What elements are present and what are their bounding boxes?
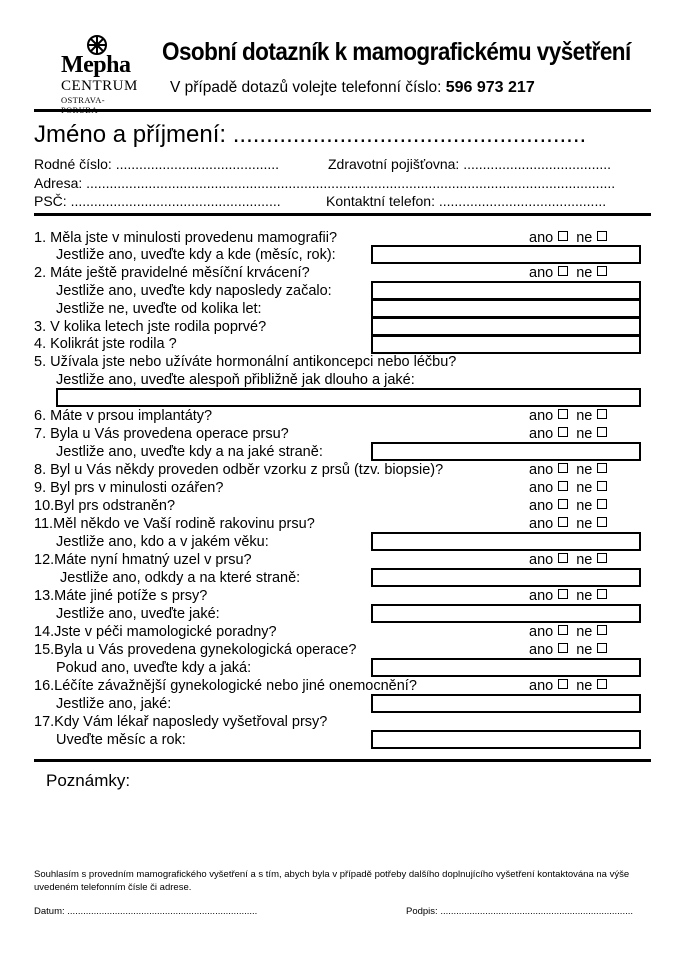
yes-label: ano [529,480,554,496]
no-checkbox[interactable] [597,643,607,653]
question-14: 14.Jste v péči mamologické poradny? [34,624,277,640]
no-label: ne [576,408,593,424]
yes-no-11 [529,516,615,532]
no-checkbox[interactable] [597,427,607,437]
yes-checkbox[interactable] [558,409,568,419]
yes-checkbox[interactable] [558,517,568,527]
answer-box-q4[interactable] [371,335,641,354]
answer-box-q7[interactable] [371,442,641,461]
no-label: ne [576,678,593,694]
yes-no-9 [529,480,615,496]
phone-label: V případě dotazů volejte telefonní číslo: [170,79,446,96]
logo-centrum: CENTRUM [61,78,138,94]
question-12: 12.Máte nyní hmatný uzel v prsu? [34,552,252,568]
yes-label: ano [529,516,554,532]
logo-city: OSTRAVA- [61,95,105,105]
question-11: 11.Měl někdo ve Vaší rodině rakovinu prsu? [34,516,315,532]
answer-box-q16[interactable] [371,694,641,713]
question-17-detail: Uveďte měsíc a rok: [56,732,186,748]
no-checkbox[interactable] [597,517,607,527]
question-17: 17.Kdy Vám lékař naposledy vyšetřoval prsy? [34,714,328,730]
answer-box-q1[interactable] [371,245,641,264]
answer-box-q12[interactable] [371,568,641,587]
no-checkbox[interactable] [597,266,607,276]
yes-label: ano [529,624,554,640]
date-field[interactable]: Datum: ........................................................................ [34,906,258,917]
no-checkbox[interactable] [597,589,607,599]
no-label: ne [576,230,593,246]
no-label: ne [576,624,593,640]
answer-box-q5[interactable] [56,388,641,407]
no-label: ne [576,426,593,442]
question-4: 4. Kolikrát jste rodila ? [34,336,177,352]
yes-no-13 [529,588,615,604]
yes-no-2 [529,265,615,281]
postal-code-field[interactable]: PSČ: ...................................................... [34,193,281,209]
yes-no-15 [529,642,615,658]
question-2-detail-no: Jestliže ne, uveďte od kolika let: [56,301,262,317]
question-1: 1. Měla jste v minulosti provedenu mamografii? [34,230,338,246]
yes-checkbox[interactable] [558,589,568,599]
answer-box-q2-no[interactable] [371,299,641,318]
yes-no-7 [529,426,615,442]
no-checkbox[interactable] [597,231,607,241]
yes-checkbox[interactable] [558,463,568,473]
question-6: 6. Máte v prsou implantáty? [34,408,213,424]
no-checkbox[interactable] [597,463,607,473]
no-label: ne [576,588,593,604]
no-label: ne [576,265,593,281]
questions-divider [34,759,651,762]
yes-checkbox[interactable] [558,231,568,241]
answer-box-q13[interactable] [371,604,641,623]
yes-checkbox[interactable] [558,643,568,653]
no-label: ne [576,516,593,532]
question-5: 5. Užívala jste nebo užíváte hormonální antikoncepci nebo léčbu? [34,354,457,370]
answer-box-q2-yes[interactable] [371,281,641,300]
no-checkbox[interactable] [597,625,607,635]
yes-checkbox[interactable] [558,266,568,276]
logo-name: Mepha [61,52,131,78]
yes-label: ano [529,265,554,281]
question-16: 16.Léčíte závažnější gynekologické nebo jiné onemocnění? [34,678,417,694]
yes-no-14 [529,624,615,640]
question-2-detail-yes: Jestliže ano, uveďte kdy naposledy začalo: [56,283,332,299]
no-label: ne [576,552,593,568]
personal-divider [34,213,651,216]
birth-number-field[interactable]: Rodné číslo: .......................................... [34,156,280,172]
yes-label: ano [529,408,554,424]
answer-box-q3[interactable] [371,317,641,336]
insurance-field[interactable]: Zdravotní pojišťovna: ...................................... [328,156,612,172]
page-title: Osobní dotazník k mamografickému vyšetření [162,38,631,66]
question-9: 9. Byl prs v minulosti ozářen? [34,480,224,496]
yes-label: ano [529,230,554,246]
yes-label: ano [529,588,554,604]
question-7: 7. Byla u Vás provedena operace prsu? [34,426,289,442]
question-16-detail: Jestliže ano, jaké: [56,696,172,712]
no-checkbox[interactable] [597,409,607,419]
question-5-detail: Jestliže ano, uveďte alespoň přibližně jak dlouho a jaké: [56,372,415,388]
yes-label: ano [529,642,554,658]
question-13-detail: Jestliže ano, uveďte jaké: [56,606,220,622]
yes-checkbox[interactable] [558,553,568,563]
yes-checkbox[interactable] [558,679,568,689]
question-7-detail: Jestliže ano, uveďte kdy a na jaké straně: [56,444,323,460]
notes-label: Poznámky: [46,771,131,790]
no-label: ne [576,498,593,514]
yes-checkbox[interactable] [558,625,568,635]
yes-no-16 [529,678,615,694]
phone-number: 596 973 217 [445,79,535,96]
yes-checkbox[interactable] [558,427,568,437]
answer-box-q17[interactable] [371,730,641,749]
yes-no-6 [529,408,615,424]
question-11-detail: Jestliže ano, kdo a v jakém věku: [56,534,269,550]
header-divider [34,109,651,112]
answer-box-q15[interactable] [371,658,641,677]
yes-label: ano [529,552,554,568]
question-2: 2. Máte ještě pravidelné měsíční krvácení? [34,265,310,281]
question-1-detail: Jestliže ano, uveďte kdy a kde (měsíc, rok): [56,247,336,263]
yes-label: ano [529,462,554,478]
yes-no-8 [529,462,615,478]
question-3: 3. V kolika letech jste rodila poprvé? [34,319,267,335]
question-13: 13.Máte jiné potíže s prsy? [34,588,208,604]
question-12-detail: Jestliže ano, odkdy a na které straně: [60,570,301,586]
no-label: ne [576,462,593,478]
yes-checkbox[interactable] [558,499,568,509]
question-8: 8. Byl u Vás někdy proveden odběr vzorku z prsů (tzv. biopsie)? [34,462,444,478]
yes-label: ano [529,426,554,442]
no-checkbox[interactable] [597,679,607,689]
phone-line [170,79,535,97]
clinic-logo [58,34,140,106]
question-15-detail: Pokud ano, uveďte kdy a jaká: [56,660,252,676]
no-checkbox[interactable] [597,481,607,491]
no-checkbox[interactable] [597,553,607,563]
yes-checkbox[interactable] [558,481,568,491]
no-label: ne [576,642,593,658]
question-10: 10.Byl prs odstraněn? [34,498,176,514]
answer-box-q11[interactable] [371,532,641,551]
yes-label: ano [529,498,554,514]
no-checkbox[interactable] [597,499,607,509]
signature-field[interactable]: Podpis: ......................................................................... [406,906,634,917]
consent-text: Souhlasím s provedním mamografického vyšetření a s tím, abych byla v případě potřeby dalšího doplnujícího vyšetření kontaktována na výše uvedeném telefonním čísle či adrese. [34,869,630,893]
address-field[interactable]: Adresa: ........................................................................................................................................ [34,175,616,191]
yes-label: ano [529,678,554,694]
contact-phone-field[interactable]: Kontaktní telefon: ........................................... [326,193,607,209]
yes-no-10 [529,498,615,514]
notes-area[interactable] [34,798,649,858]
question-15: 15.Byla u Vás provedena gynekologická operace? [34,642,357,658]
full-name-field[interactable]: Jméno a příjmení: ..................................................... [34,121,587,148]
no-label: ne [576,480,593,496]
yes-no-1 [529,230,615,246]
yes-no-12 [529,552,615,568]
